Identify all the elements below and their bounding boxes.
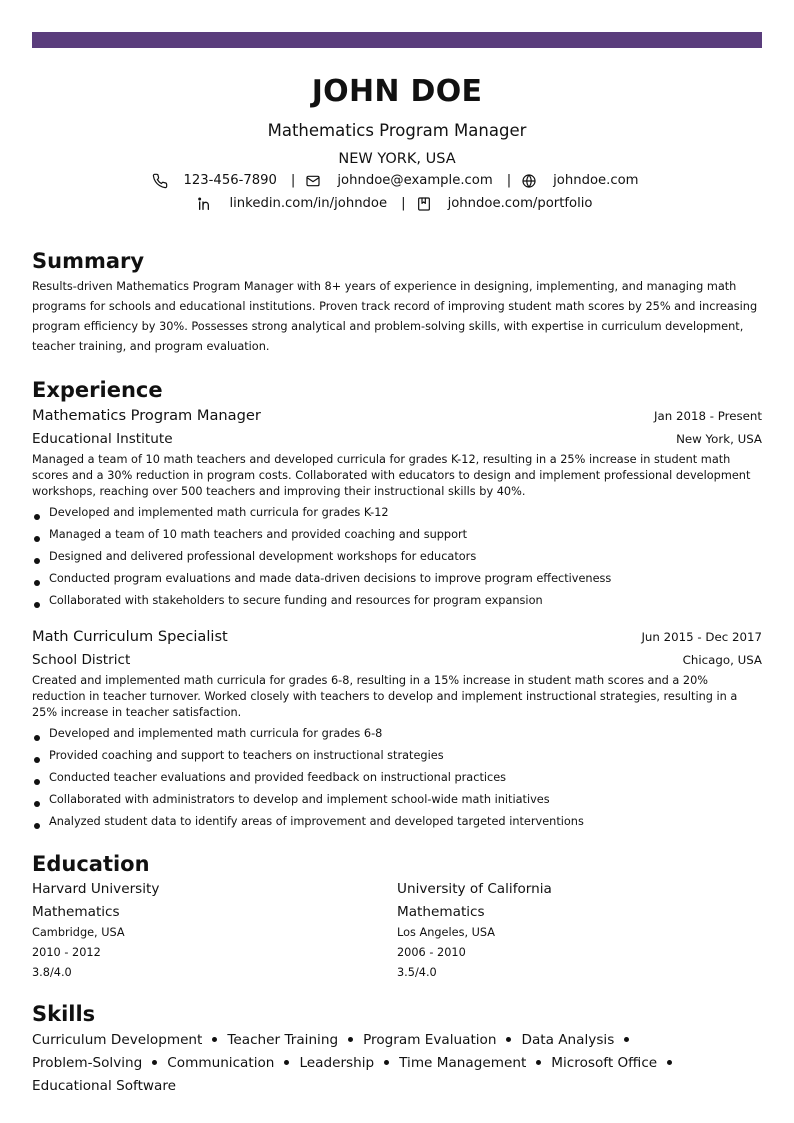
skills-list <box>32 1029 732 1098</box>
job-bullets <box>32 502 762 612</box>
linkedin-icon <box>197 196 213 212</box>
skills-heading: Skills <box>32 1002 96 1026</box>
school-years: 2006 - 2010 <box>397 946 466 959</box>
school-name: Harvard University <box>32 881 160 897</box>
bullet-item: Collaborated with administrators to develop and implement school-wide math initiatives <box>32 789 762 811</box>
bullet-dot-icon <box>284 1060 289 1065</box>
bullet-dot-icon <box>212 1037 217 1042</box>
bullet-item: Conducted program evaluations and made data-driven decisions to improve program effectiveness <box>32 568 762 590</box>
degree-major: Mathematics <box>32 904 120 920</box>
bullet-item: Managed a team of 10 math teachers and provided coaching and support <box>32 524 762 546</box>
contact-row-primary <box>32 171 762 191</box>
school-location: Los Angeles, USA <box>397 926 496 939</box>
summary-heading: Summary <box>32 249 145 273</box>
job-title: Mathematics Program Manager <box>32 407 261 424</box>
bullet-dot-icon <box>384 1060 389 1065</box>
bullet-item: Designed and delivered professional development workshops for educators <box>32 546 762 568</box>
job-title: Math Curriculum Specialist <box>32 628 228 645</box>
education-grid <box>32 879 762 983</box>
job-bullets <box>32 723 762 833</box>
bullet-item: Developed and implemented math curricula for grades K-12 <box>32 502 762 524</box>
contact-email[interactable]: johndoe@example.com <box>337 173 493 188</box>
candidate-name: JOHN DOE <box>311 74 483 109</box>
education-entry <box>32 879 397 983</box>
job-dates: Jan 2018 - Present <box>654 409 762 423</box>
bullet-item: Collaborated with stakeholders to secure funding and resources for program expansion <box>32 590 762 612</box>
skill-item: Curriculum Development <box>32 1029 227 1052</box>
bullet-dot-icon <box>348 1037 353 1042</box>
skill-item: Teacher Training <box>227 1029 363 1052</box>
skill-item: Microsoft Office <box>551 1052 682 1075</box>
experience-heading: Experience <box>32 378 163 402</box>
skill-item: Communication <box>167 1052 299 1075</box>
education-entry <box>397 879 762 983</box>
job-dates: Jun 2015 - Dec 2017 <box>641 630 762 644</box>
company-name: School District <box>32 652 131 668</box>
contact-separator: | <box>401 196 406 211</box>
bullet-item: Developed and implemented math curricula for grades 6-8 <box>32 723 762 745</box>
bullet-item: Conducted teacher evaluations and provided feedback on instructional practices <box>32 767 762 789</box>
job-location: Chicago, USA <box>682 653 762 667</box>
contact-website[interactable]: johndoe.com <box>553 173 639 188</box>
globe-icon <box>521 173 537 189</box>
contact-linkedin[interactable]: linkedin.com/in/johndoe <box>229 196 388 211</box>
bullet-dot-icon <box>536 1060 541 1065</box>
school-gpa: 3.5/4.0 <box>397 966 437 979</box>
school-years: 2010 - 2012 <box>32 946 101 959</box>
skill-item: Time Management <box>399 1052 551 1075</box>
phone-icon <box>152 173 168 189</box>
resume-header <box>32 75 762 214</box>
skill-item: Data Analysis <box>521 1029 639 1052</box>
mail-icon <box>305 173 321 189</box>
bullet-item: Analyzed student data to identify areas of improvement and developed targeted interventions <box>32 811 762 833</box>
skill-item: Problem-Solving <box>32 1052 167 1075</box>
contact-separator: | <box>506 173 512 188</box>
candidate-title: Mathematics Program Manager <box>267 121 527 140</box>
bullet-dot-icon <box>624 1037 629 1042</box>
skill-item: Program Evaluation <box>363 1029 521 1052</box>
education-heading: Education <box>32 852 150 876</box>
contact-phone[interactable]: 123-456-7890 <box>183 173 277 188</box>
bullet-item: Provided coaching and support to teachers on instructional strategies <box>32 745 762 767</box>
contact-separator: | <box>290 173 296 188</box>
bullet-dot-icon <box>152 1060 157 1065</box>
degree-major: Mathematics <box>397 904 485 920</box>
skill-item: Educational Software <box>32 1078 177 1094</box>
contact-portfolio[interactable]: johndoe.com/portfolio <box>447 196 593 211</box>
job-description: Created and implemented math curricula for grades 6-8, resulting in a 15% increase in student math scores and a 20% reduction in teacher turnover. Worked closely with teachers to develop and implement instructional strategies, resulting in a 25% increase in teacher satisfaction. <box>32 674 738 719</box>
candidate-location: NEW YORK, USA <box>338 151 456 167</box>
contact-row-secondary <box>32 194 762 214</box>
job-location: New York, USA <box>676 432 762 446</box>
experience-entry <box>32 626 762 833</box>
resume-page <box>32 48 762 1098</box>
summary-text: Results-driven Mathematics Program Manager with 8+ years of experience in designing, implementing, and managing math programs for schools and educational institutions. Proven track record of improving student math scores by 25% and increasing program efficiency by 30%. Possesses strong analytical and problem-solving skills, with expertise in curriculum development, teacher training, and program evaluation. <box>32 280 758 353</box>
company-name: Educational Institute <box>32 431 173 447</box>
job-description: Managed a team of 10 math teachers and developed curricula for grades K-12, resulting in a 25% increase in student math scores and a 30% reduction in program costs. Collaborated with educators to design and implement professional development workshops, reaching over 500 teachers and improving their instructional skills by 40%. <box>32 453 751 498</box>
bullet-dot-icon <box>506 1037 511 1042</box>
school-name: University of California <box>397 881 552 897</box>
bookmark-icon <box>416 196 432 212</box>
bullet-dot-icon <box>667 1060 672 1065</box>
experience-entry <box>32 405 762 612</box>
school-gpa: 3.8/4.0 <box>32 966 72 979</box>
skill-item: Leadership <box>299 1052 399 1075</box>
accent-bar <box>32 32 762 48</box>
school-location: Cambridge, USA <box>32 926 125 939</box>
